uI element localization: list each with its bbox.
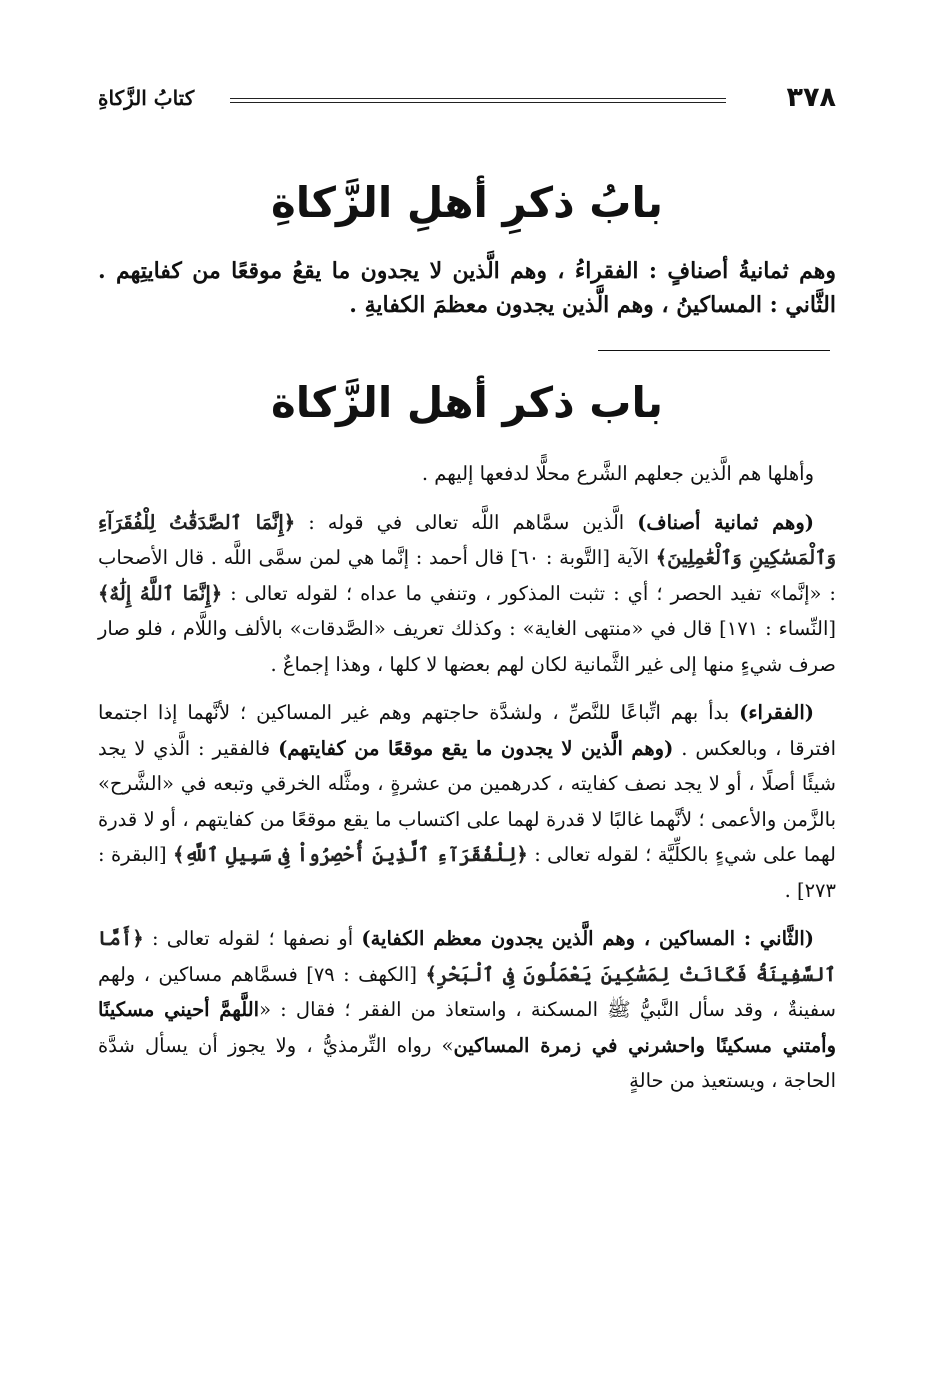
chapter-title-commentary: باب ذكر أهل الزَّكاة [270, 378, 663, 427]
header-rule [230, 98, 726, 103]
quran-verse: ﴿لِلْفُقَرَآءِ ٱلَّذِينَ أُحْصِرُواْ فِى سَبِيلِ ٱللَّهِ﴾ [173, 843, 528, 866]
matn-text: وهم ثمانيةُ أصنافٍ : الفقراءُ ، وهم الَّذين لا يجدون ما يقعُ موقعًا من كفايتِهم . الثَّاني : المساكينُ ، وهم الَّذين يجدون معظمَ الكفايةِ . [98, 258, 836, 318]
matn-quote: (وهم ثمانية أصناف) [637, 510, 814, 534]
page-header [98, 82, 836, 122]
commentary-text: الَّذين سمَّاهم اللَّه تعالى في قوله : [295, 510, 638, 534]
commentary-text: بدأ بهم اتِّباعًا للنَّصِّ ، ولشدَّة حاجتهم وهم غير المساكين ؛ لأنَّهما إذا اجتمعا افترقا ، وبالعكس . [98, 701, 836, 760]
quran-verse: ﴿أَمَّا ٱلسَّفِينَةُ فَكَانَتْ لِمَسَٰكِينَ يَعْمَلُونَ فِى ٱلْبَحْرِ﴾ [98, 927, 836, 986]
matn-separator-rule [598, 350, 830, 351]
paragraph-the-needy [98, 921, 836, 1099]
commentary-text: أو نصفها ؛ لقوله تعالى : [143, 927, 362, 950]
matn-quote: (وهم الَّذين لا يجدون ما يقع موقعًا من كفايتهم) [278, 736, 674, 760]
paragraph-intro: وأهلها هم الَّذين جعلهم الشَّرع محلًّا لدفعها إليهم . [421, 462, 814, 485]
quran-verse: ﴿إِنَّمَا ٱلصَّدَقَٰتُ لِلْفُقَرَآءِ وَٱلْمَسَٰكِينِ وَٱلْعَٰمِلِينَ﴾ [98, 510, 836, 569]
chapter-title-matn: بابُ ذكرِ أهلِ الزَّكاةِ [270, 178, 663, 227]
commentary-text: [الكهف : ٧٩] فسمَّاهم مساكين ، ولهم سفينةٌ ، وقد سأل النَّبيُّ ﷺ المسكنة ، واستعاذ من الفقر ؛ فقال : « [98, 962, 836, 1021]
commentary-body [98, 456, 836, 1112]
commentary-text: فالفقير : الَّذي لا يجد شيئًا أصلًا ، أو لا يجد نصف كفايته ، كدرهمين من عشرةٍ ، ومثَّله الخرقي وتبعه في «الشَّرح» بالزَّمن والأعمى ؛ لأنَّهما غالبًا لا قدرة لهما على اكتساب ما يقع موقعًا من كفايتهم ، أو لا قدرة لهما على شيءٍ بالكلِّيَّة ؛ لقوله تعالى : [98, 736, 836, 866]
commentary-text: » رواه التِّرمذيُّ ، ولا يجوز أن يسأل شدَّة الحاجة ، ويستعيذ من حالةٍ [98, 1033, 836, 1092]
commentary-text: [النِّساء : ١٧١] قال في «منتهى الغاية» : وكذلك تعريف «الصَّدقات» بالألف واللَّام ، فلو صار صرف شيءٍ منها إلى غير الثَّمانية لكان لهم بعضها لا كلها ، وهذا إجماعٌ . [98, 617, 836, 676]
quran-verse: ﴿إِنَّمَا ٱللَّهُ إِلَٰهٌ﴾ [98, 581, 223, 605]
commentary-text: الآية [التَّوبة : ٦٠] قال أحمد : إنَّما هي لمن سمَّى اللَّه . قال الأصحاب : «إنَّما» تفيد الحصر ؛ أي : تثبت المذكور ، وتنفي ما عداه ؛ لقوله تعالى : [98, 546, 836, 605]
matn-quote: (الثَّاني : المساكين ، وهم الَّذين يجدون معظم الكفاية) [361, 927, 814, 950]
paragraph-the-poor [98, 695, 836, 908]
matn-quote: (الفقراء) [739, 701, 814, 724]
page-number: ٣٧٨ [786, 82, 836, 113]
commentary-text: [البقرة : ٢٧٣] . [98, 843, 836, 902]
hadith-quote: اللَّهمَّ أحيني مسكينًا وأمتني مسكينًا واحشرني في زمرة المساكين [98, 998, 837, 1057]
running-title: كتابُ الزَّكاةِ [98, 86, 195, 110]
paragraph-eight-categories [98, 505, 836, 683]
